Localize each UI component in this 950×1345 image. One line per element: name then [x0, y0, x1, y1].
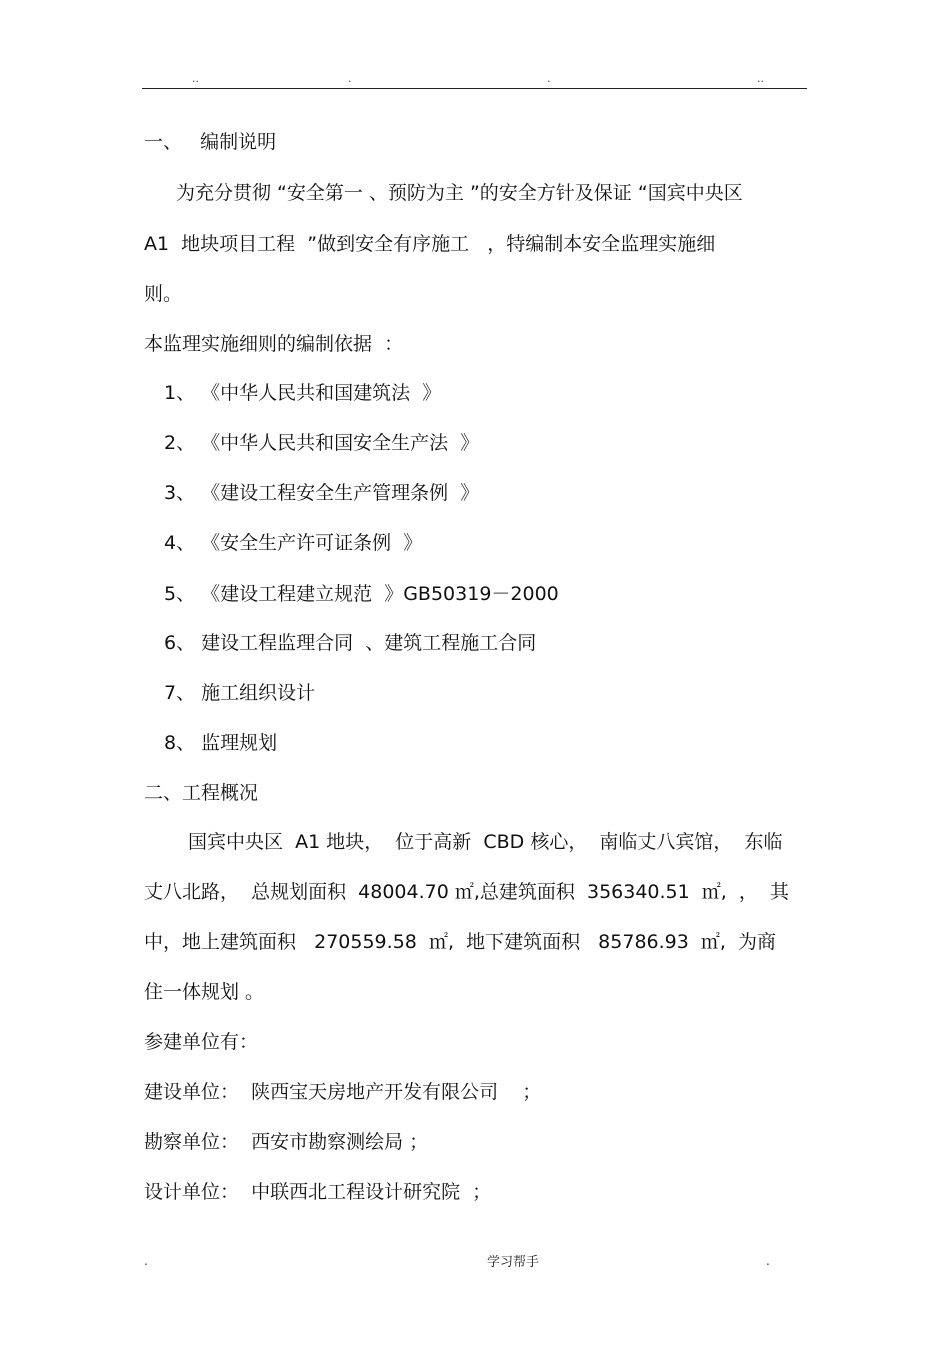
section2-para-line-4: 住一体规划 。 [144, 981, 265, 1003]
header-rule [142, 88, 807, 89]
basis-label: 本监理实施细则的编制依据 ： [144, 333, 404, 355]
footer-right-dot: . [766, 1254, 770, 1268]
unit-construction: 建设单位： 陕西宝天房地产开发有限公司 ； [144, 1081, 542, 1103]
section2-heading: 二、工程概况 [144, 782, 259, 804]
basis-item-8: 8、 监理规划 [164, 732, 278, 754]
basis-item-2: 2、 《中华人民共和国安全生产法 》 [164, 432, 480, 454]
basis-item-5: 5、 《建设工程建立规范 》GB50319－2000 [164, 583, 559, 605]
section2-para-line-2: 丈八北路， 总规划面积 48004.70 ㎡,总建筑面积 356340.51 ㎡, ， 其 [144, 881, 789, 903]
section2-para-line-3: 中，地上建筑面积 270559.58 ㎡, 地下建筑面积 85786.93 ㎡, 为商 [144, 931, 777, 953]
section1-heading: 一、 编制说明 [144, 131, 277, 153]
basis-item-6: 6、 建设工程监理合同 、建筑工程施工合同 [164, 632, 537, 654]
header-dot-2: . [348, 72, 352, 85]
footer-center-text: 学习帮手 [487, 1255, 540, 1270]
basis-item-4: 4、 《安全生产许可证条例 》 [164, 532, 423, 554]
section1-para-line-3: 则。 [144, 283, 183, 305]
section2-para-line-1: 国宾中央区 A1 地块， 位于高新 CBD 核心， 南临丈八宾馆， 东临 [188, 831, 783, 853]
header-dot-4: .. [757, 72, 764, 85]
unit-design: 设计单位： 中联西北工程设计研究院 ； [144, 1181, 492, 1203]
unit-survey: 勘察单位： 西安市勘察测绘局 ； [144, 1131, 429, 1153]
basis-item-1: 1、 《中华人民共和国建筑法 》 [164, 382, 442, 404]
basis-item-3: 3、 《建设工程安全生产管理条例 》 [164, 482, 480, 504]
header-dot-1: .. [192, 72, 199, 85]
section1-para-line-2: A1 地块项目工程 ”做到安全有序施工 ，特编制本安全监理实施细 [144, 233, 716, 255]
basis-item-7: 7、 施工组织设计 [164, 682, 316, 704]
footer-left-dot: . [144, 1254, 148, 1268]
units-label: 参建单位有： [144, 1031, 259, 1053]
section1-para-line-1: 为充分贯彻 “安全第一 、预防为主 ”的安全方针及保证 “国宾中央区 [176, 182, 743, 204]
header-dot-3: . [547, 72, 551, 85]
